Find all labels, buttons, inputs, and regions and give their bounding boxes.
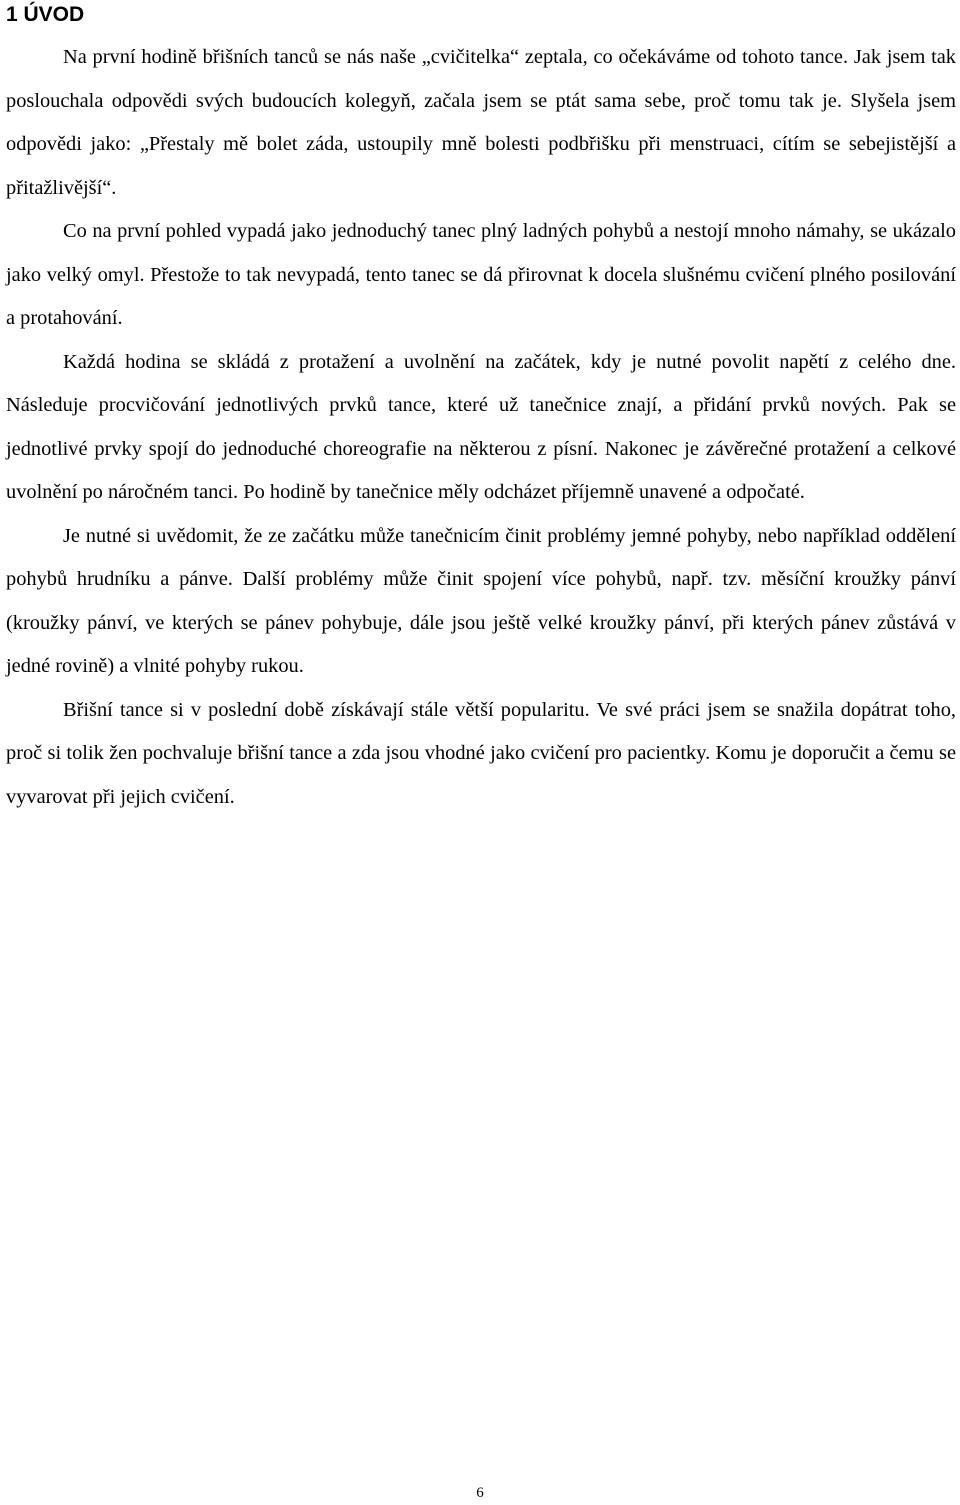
paragraph-2: Co na první pohled vypadá jako jednoduchý tanec plný ladných pohybů a nestojí mnoho námahy, se ukázalo jako velký omyl. Přestože to tak nevypadá, tento tanec se dá přirovnat k docela slušnému cvičení plného posilování a protahování.: [6, 220, 956, 329]
paragraph-1: Na první hodině břišních tanců se nás naše „cvičitelka“ zeptala, co očekáváme od tohoto tance. Jak jsem tak poslouchala odpovědi svých budoucích kolegyň, začala jsem se ptát sama sebe, proč tomu tak je. Slyšela jsem odpovědi jako: „Přestaly mě bolet záda, ustoupily mně bolesti podbřišku při menstruaci, cítím se sebejistější a přitažlivější“.: [6, 46, 956, 199]
page-number: 6: [476, 1485, 484, 1501]
paragraph-5: Břišní tance si v poslední době získávají stále větší popularitu. Ve své práci jsem se snažila dopátrat toho, proč si tolik žen pochvaluje břišní tance a zda jsou vhodné jako cvičení pro pacientky. Komu je doporučit a čemu se vyvarovat při jejich cvičení.: [6, 698, 956, 808]
paragraph-3: Každá hodina se skládá z protažení a uvolnění na začátek, kdy je nutné povolit napětí z celého dne. Následuje procvičování jednotlivých prvků tance, které už tanečnice znají, a přidání prvků nových. Pak se jednotlivé prvky spojí do jednoduché choreografie na některou z písní. Nakonec je závěrečné protažení a celkové uvolnění po náročném tanci. Po hodině by tanečnice měly odcházet příjemně unavené a odpočaté.: [6, 350, 956, 503]
body-text: [6, 36, 956, 819]
paragraph-4: Je nutné si uvědomit, že ze začátku může tanečnicím činit problémy jemné pohyby, nebo například oddělení pohybů hrudníku a pánve. Další problémy může činit spojení více pohybů, např. tzv. měsíční kroužky pánví (kroužky pánví, ve kterých se pánev pohybuje, dále jsou ještě velké kroužky pánví, při kterých pánev zůstává v jedné rovině) a vlnité pohyby rukou.: [6, 524, 956, 677]
section-heading: 1 ÚVOD: [6, 3, 85, 26]
